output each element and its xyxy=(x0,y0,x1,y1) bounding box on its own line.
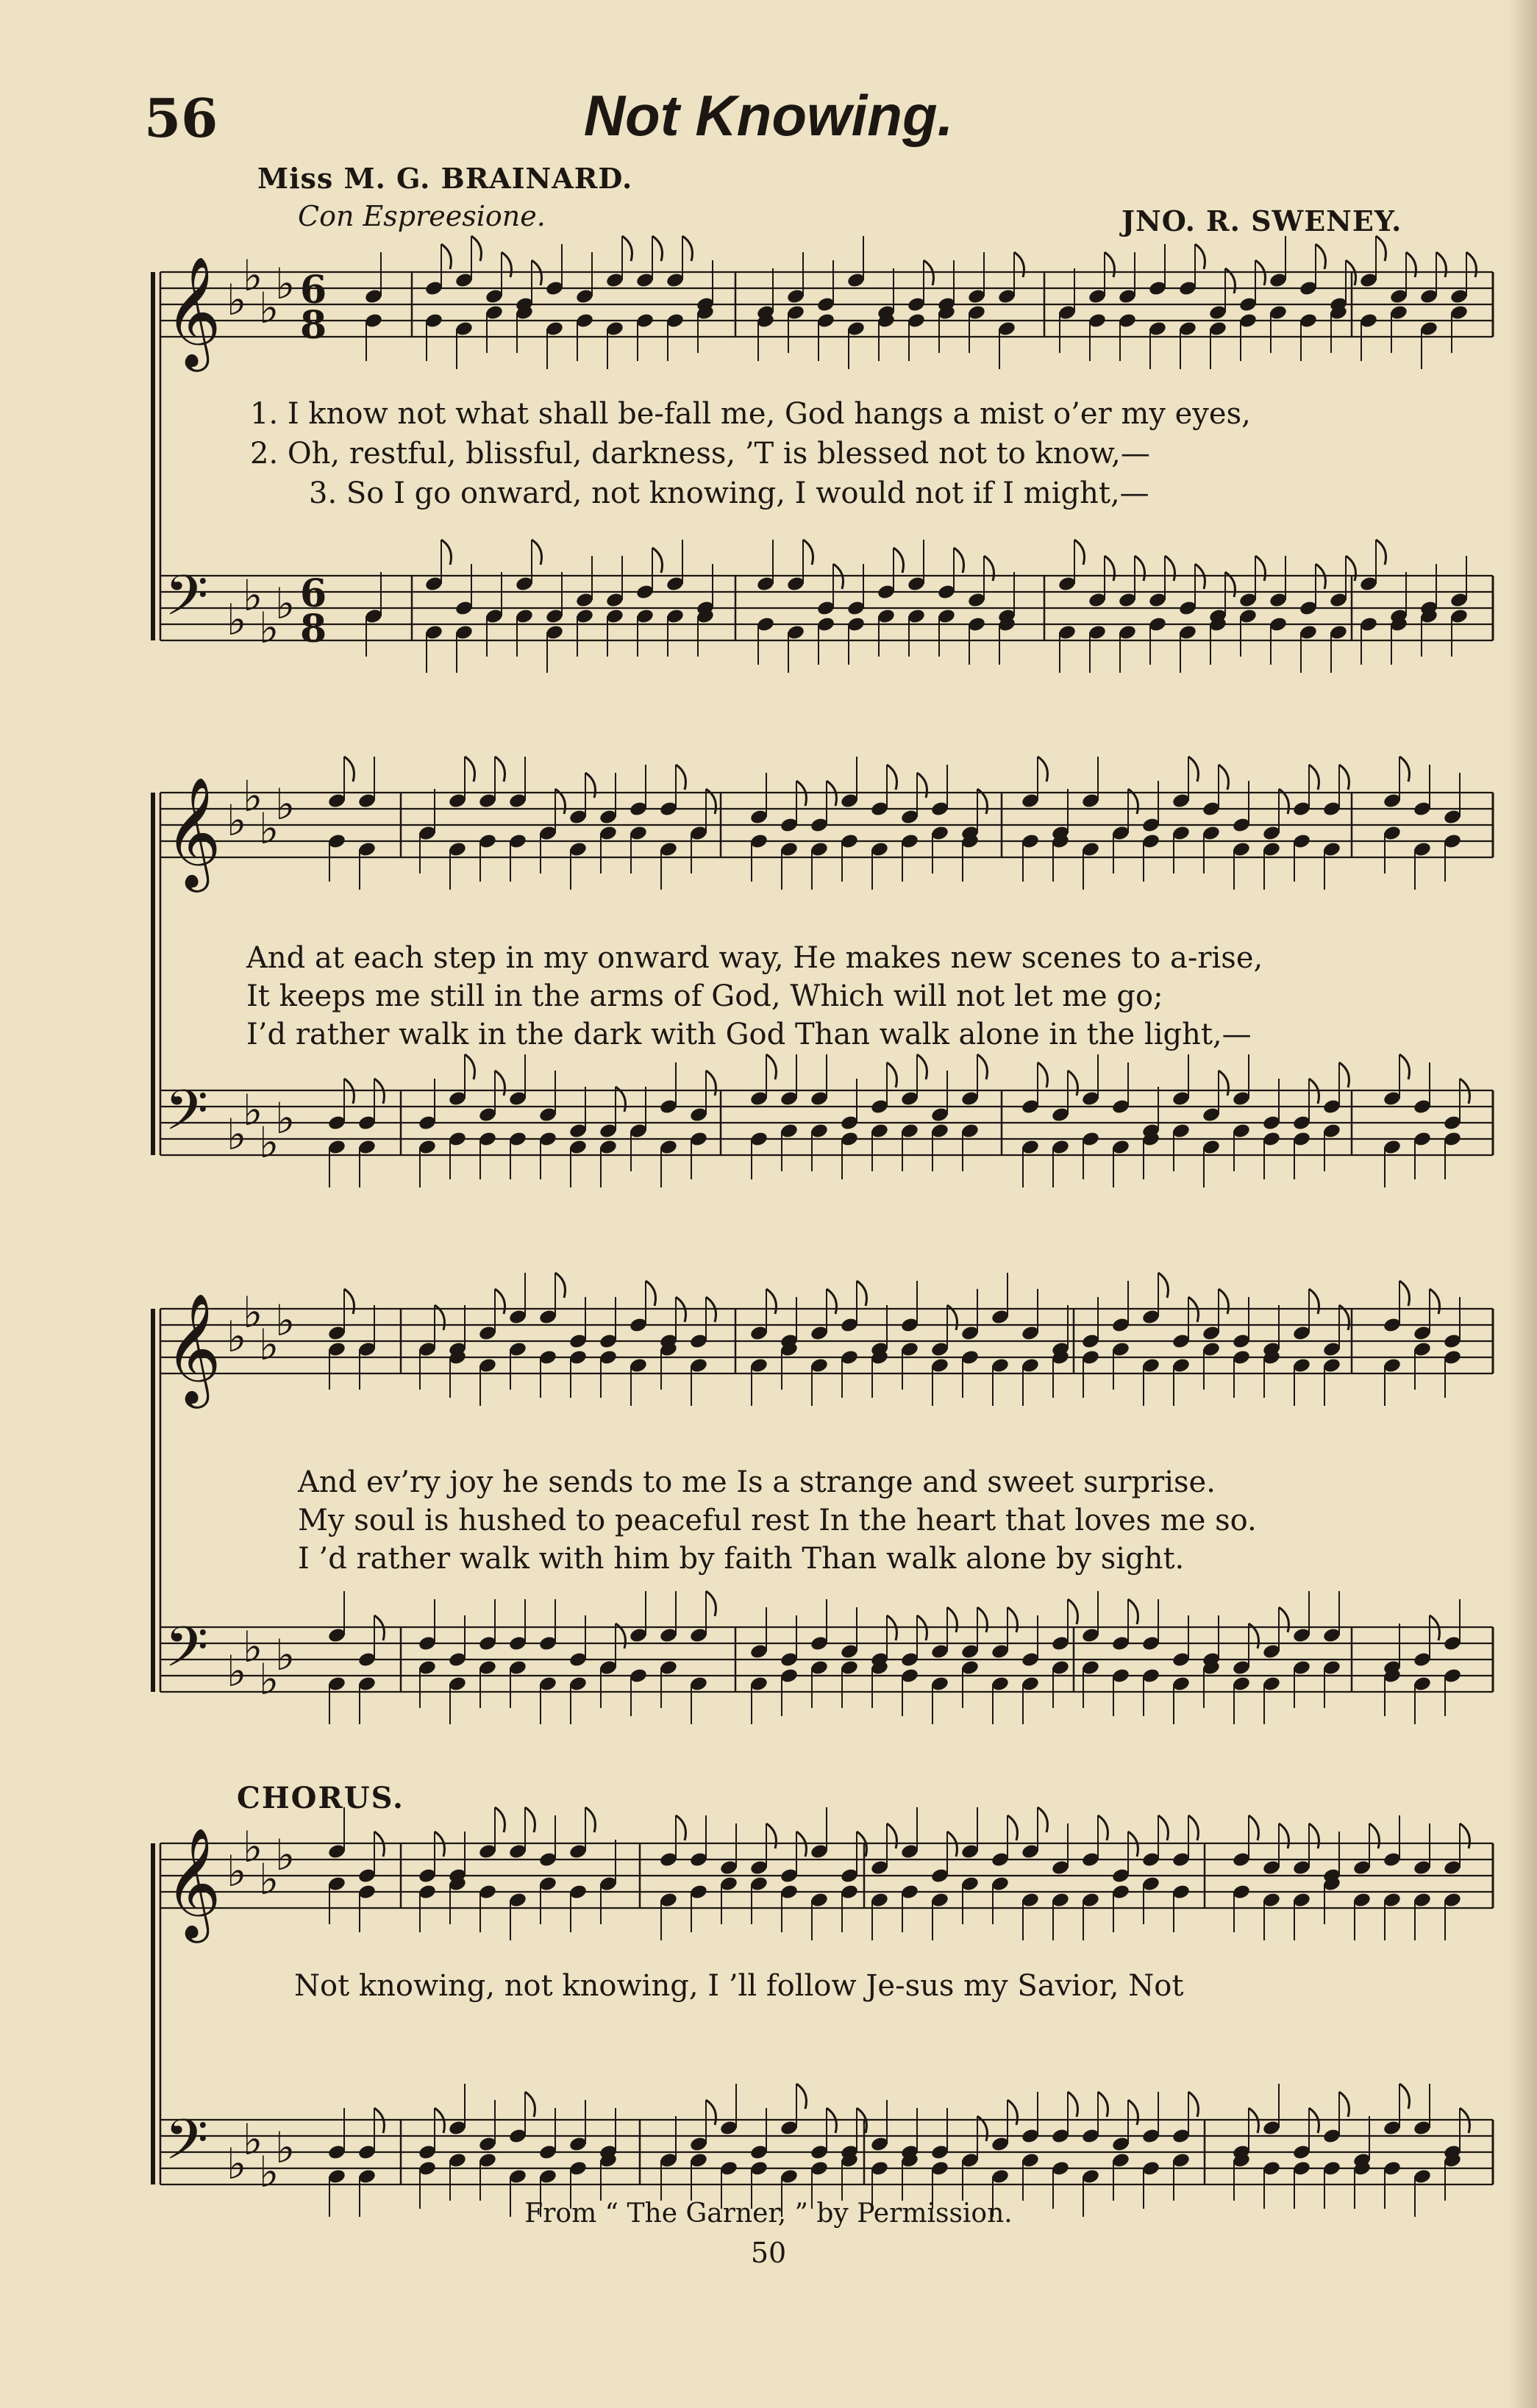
note-flag xyxy=(495,757,505,782)
flat-accidental: ♭ xyxy=(227,1312,247,1362)
flat-accidental: ♭ xyxy=(227,796,247,846)
note-flag xyxy=(1188,757,1199,782)
note-flag xyxy=(1309,1823,1319,1848)
note-flag xyxy=(1038,1807,1048,1832)
note-flag xyxy=(1165,556,1175,581)
note-flag xyxy=(585,1807,596,1832)
lyric-line: 1. I know not what shall be-fall me, God hangs a mist o’er my eyes, xyxy=(250,397,1251,431)
treble-clef: 𝄞 xyxy=(165,1826,221,1938)
note-flag xyxy=(1014,252,1024,277)
note-flag xyxy=(585,773,596,798)
flat-accidental: ♭ xyxy=(227,275,247,325)
folio-number: 50 xyxy=(750,2237,787,2269)
note-flag xyxy=(894,548,904,573)
note-flag xyxy=(502,252,512,277)
note-flag xyxy=(1098,1815,1108,1840)
note-flag xyxy=(441,540,452,565)
note-flag xyxy=(887,765,897,790)
tempo-marking: Con Espreesione. xyxy=(298,200,546,232)
note-flag xyxy=(1316,244,1326,269)
note-flag xyxy=(706,1591,716,1616)
time-signature-numerator: 6 xyxy=(300,571,327,616)
note-flag xyxy=(1466,252,1477,277)
note-flag xyxy=(1219,765,1229,790)
bass-clef: 𝄢 xyxy=(165,1078,209,1157)
note-flag xyxy=(1249,1815,1259,1840)
note-flag xyxy=(857,1281,867,1306)
note-flag xyxy=(471,236,482,261)
note-flag xyxy=(676,1815,686,1840)
note-flag xyxy=(977,1054,988,1079)
note-flag xyxy=(887,1062,897,1087)
note-flag xyxy=(706,2100,716,2125)
note-flag xyxy=(682,236,693,261)
note-flag xyxy=(1460,1823,1470,1848)
note-flag xyxy=(465,757,475,782)
page-number: 56 xyxy=(144,87,218,149)
note-flag xyxy=(465,1054,475,1079)
note-flag xyxy=(1038,1062,1048,1087)
note-flag xyxy=(495,1071,505,1096)
flat-accidental: ♭ xyxy=(275,1296,296,1346)
note-flag xyxy=(1068,2092,1078,2117)
note-flag xyxy=(1339,1062,1349,1087)
note-flag xyxy=(1279,1607,1289,1632)
note-flag xyxy=(1098,2092,1108,2117)
note-flag xyxy=(1279,1823,1289,1848)
hymn-title: Not Knowing. xyxy=(583,83,954,148)
chorus-lyric-line: Not knowing, not knowing, I ’ll follow Je-sus my Savior, Not xyxy=(294,1969,1184,2003)
note-flag xyxy=(1399,1281,1410,1306)
note-flag xyxy=(1406,252,1416,277)
note-flag xyxy=(1105,556,1115,581)
composer-credit: JNO. R. SWENEY. xyxy=(1121,204,1402,237)
lyric-line: 2. Oh, restful, blissful, darkness, ’T is blessed not to know,— xyxy=(250,437,1150,471)
note-flag xyxy=(652,236,663,261)
note-flag xyxy=(555,1273,566,1298)
note-flag xyxy=(622,236,632,261)
note-flag xyxy=(441,244,452,269)
note-flag xyxy=(984,556,994,581)
flat-accidental: ♭ xyxy=(259,1118,279,1168)
flat-accidental: ♭ xyxy=(243,1287,263,1337)
note-flag xyxy=(1188,2092,1199,2117)
note-flag xyxy=(344,1289,354,1314)
note-flag xyxy=(1158,1273,1169,1298)
note-flag xyxy=(977,1607,988,1632)
note-flag xyxy=(1008,1607,1018,1632)
note-flag xyxy=(1188,1815,1199,1840)
note-flag xyxy=(652,548,663,573)
note-flag xyxy=(525,1807,535,1832)
flat-accidental: ♭ xyxy=(227,1846,247,1896)
lyric-line: And at each step in my onward way, He makes new scenes to a-rise, xyxy=(246,941,1263,975)
note-flag xyxy=(1339,765,1349,790)
bass-clef: 𝄢 xyxy=(165,563,209,642)
note-flag xyxy=(495,1807,505,1832)
flat-accidental: ♭ xyxy=(275,1630,296,1680)
flat-accidental: ♭ xyxy=(259,1320,279,1370)
chorus-label: CHORUS. xyxy=(237,1781,404,1815)
note-flag xyxy=(1436,252,1447,277)
note-flag xyxy=(954,548,964,573)
note-flag xyxy=(1255,556,1266,581)
flat-accidental: ♭ xyxy=(243,1822,263,1872)
note-flag xyxy=(1309,765,1319,790)
note-flag xyxy=(917,773,927,798)
flat-accidental: ♭ xyxy=(275,779,296,829)
flat-accidental: ♭ xyxy=(275,1830,296,1880)
treble-clef: 𝄞 xyxy=(165,255,221,367)
note-flag xyxy=(766,1289,777,1314)
note-flag xyxy=(1135,556,1145,581)
flat-accidental: ♭ xyxy=(227,1110,247,1160)
note-flag xyxy=(1008,2100,1018,2125)
note-flag xyxy=(887,1823,897,1848)
note-flag xyxy=(646,1281,656,1306)
note-flag xyxy=(1128,2100,1138,2125)
note-flag xyxy=(1430,1289,1440,1314)
note-flag xyxy=(796,2084,807,2109)
note-flag xyxy=(1068,1599,1078,1624)
note-flag xyxy=(1376,236,1386,261)
note-flag xyxy=(525,2092,535,2117)
permission-credit: From “ The Garner, ” by Permission. xyxy=(524,2198,1013,2229)
time-signature-denominator: 8 xyxy=(300,607,327,651)
flat-accidental: ♭ xyxy=(275,259,296,309)
flat-accidental: ♭ xyxy=(259,804,279,854)
note-flag xyxy=(495,1289,505,1314)
note-flag xyxy=(1399,2084,1410,2109)
flat-accidental: ♭ xyxy=(275,579,296,629)
note-flag xyxy=(1219,1289,1229,1314)
flat-accidental: ♭ xyxy=(243,1622,263,1672)
note-flag xyxy=(1068,1071,1078,1096)
note-flag xyxy=(947,1607,957,1632)
lyric-line: I’d rather walk in the dark with God Than walk alone in the light,— xyxy=(246,1018,1252,1051)
note-flag xyxy=(1008,1815,1018,1840)
flat-accidental: ♭ xyxy=(259,1854,279,1904)
flat-accidental: ♭ xyxy=(227,1646,247,1696)
lyric-line: My soul is hushed to peaceful rest In the heart that loves me so. xyxy=(298,1504,1257,1537)
flat-accidental: ♭ xyxy=(243,771,263,821)
note-flag xyxy=(1399,757,1410,782)
flat-accidental: ♭ xyxy=(275,1093,296,1143)
treble-clef: 𝄞 xyxy=(165,776,221,887)
lyric-line: I ’d rather walk with him by faith Than walk alone by sight. xyxy=(298,1542,1185,1576)
note-flag xyxy=(1105,252,1115,277)
note-flag xyxy=(1309,1289,1319,1314)
note-flag xyxy=(766,1054,777,1079)
lyric-line: 3. So I go onward, not knowing, I would not if I might,— xyxy=(309,476,1149,510)
lyric-line: It keeps me still in the arms of God, Which will not let me go; xyxy=(246,979,1163,1013)
author-credit: Miss M. G. BRAINARD. xyxy=(257,162,633,195)
flat-accidental: ♭ xyxy=(275,2123,296,2173)
note-flag xyxy=(532,540,542,565)
flat-accidental: ♭ xyxy=(259,2147,279,2197)
note-flag xyxy=(676,765,686,790)
flat-accidental: ♭ xyxy=(259,283,279,333)
note-flag xyxy=(827,1289,837,1314)
flat-accidental: ♭ xyxy=(227,2139,247,2189)
note-flag xyxy=(1128,1599,1138,1624)
flat-accidental: ♭ xyxy=(259,1654,279,1704)
note-flag xyxy=(1376,540,1386,565)
note-flag xyxy=(1219,1071,1229,1096)
bass-clef: 𝄢 xyxy=(165,1615,209,1693)
flat-accidental: ♭ xyxy=(259,603,279,653)
note-flag xyxy=(1399,1054,1410,1079)
bass-clef: 𝄢 xyxy=(165,2107,209,2186)
treble-clef: 𝄞 xyxy=(165,1292,221,1404)
flat-accidental: ♭ xyxy=(243,571,263,621)
time-signature-denominator: 8 xyxy=(300,303,327,348)
flat-accidental: ♭ xyxy=(243,1085,263,1135)
note-flag xyxy=(1038,757,1048,782)
flat-accidental: ♭ xyxy=(243,2115,263,2165)
note-flag xyxy=(1195,244,1205,269)
note-flag xyxy=(803,540,813,565)
note-flag xyxy=(917,1054,927,1079)
note-flag xyxy=(706,1071,716,1096)
page-edge-shadow xyxy=(1508,0,1537,2408)
note-flag xyxy=(1074,540,1085,565)
note-flag xyxy=(1339,2092,1349,2117)
note-flag xyxy=(344,757,354,782)
flat-accidental: ♭ xyxy=(243,251,263,301)
flat-accidental: ♭ xyxy=(227,595,247,645)
time-signature-numerator: 6 xyxy=(300,268,327,312)
note-flag xyxy=(766,1823,777,1848)
note-flag xyxy=(1158,1815,1169,1840)
lyric-line: And ev’ry joy he sends to me Is a strange and sweet surprise. xyxy=(298,1465,1216,1499)
note-flag xyxy=(1369,1823,1380,1848)
